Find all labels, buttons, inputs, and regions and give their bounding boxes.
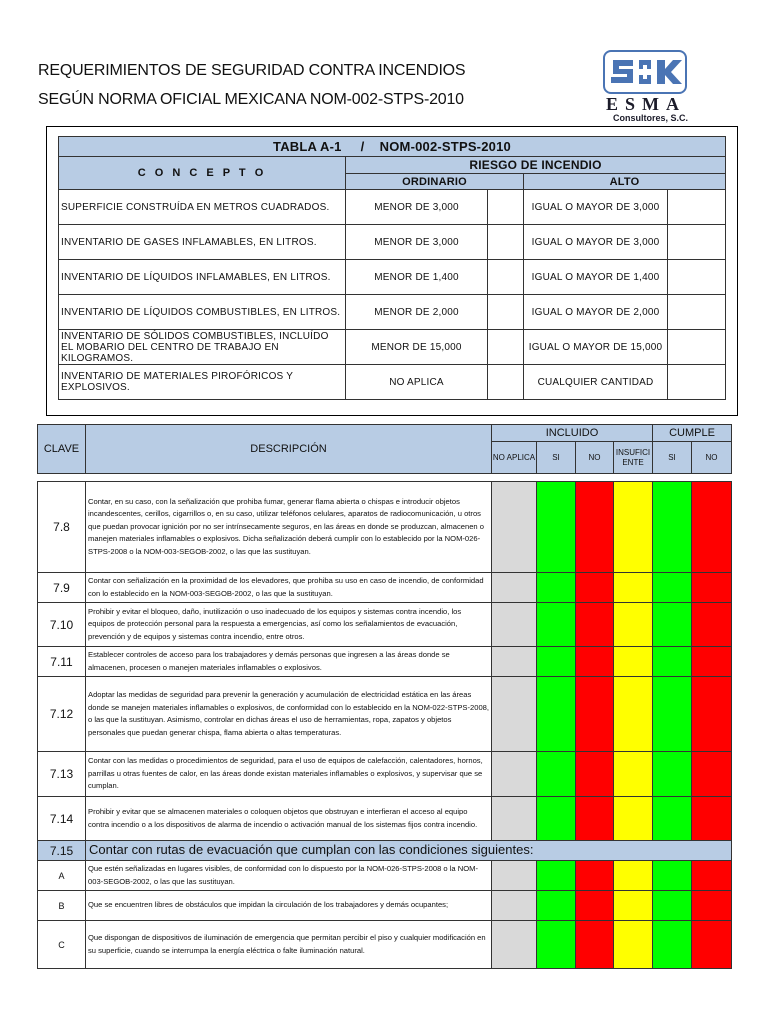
tabla-a1 <box>58 136 726 400</box>
no-header: NO <box>576 442 614 474</box>
cumple-si-cell[interactable] <box>653 482 692 573</box>
alto-check-cell[interactable] <box>668 330 726 365</box>
clave-cell: 7.14 <box>38 797 86 841</box>
incluido-si-cell[interactable] <box>537 677 576 752</box>
concepto-cell: INVENTARIO DE GASES INFLAMABLES, EN LITROS. <box>59 225 346 260</box>
descripcion-cell: Prohibir y evitar que se almacenen materiales o coloquen objetos que obstruyan e interfieran el acceso al equipo contra incendio o a los dispositivos de alarma de incendio o activación manual de los sistemas fijos contra incendio. <box>86 797 492 841</box>
no-aplica-cell[interactable] <box>492 603 537 647</box>
descripcion-cell: Que estén señalizadas en lugares visibles, de conformidad con lo dispuesto por la NOM-026-STPS-2008 o la NOM-003-SEGOB-2002, o las que las sustituyan. <box>86 861 492 891</box>
incluido-si-cell[interactable] <box>537 861 576 891</box>
cumple-si-cell[interactable] <box>653 573 692 603</box>
clave-header: CLAVE <box>38 425 86 474</box>
insuficiente-cell[interactable] <box>614 861 653 891</box>
cumple-no-cell[interactable] <box>692 603 732 647</box>
si-header: SI <box>537 442 576 474</box>
clave-cell: 7.9 <box>38 573 86 603</box>
incluido-header: INCLUIDO <box>492 425 653 442</box>
riesgo-header: RIESGO DE INCENDIO <box>346 157 726 174</box>
ordinario-check-cell[interactable] <box>488 260 524 295</box>
clave-cell: 7.10 <box>38 603 86 647</box>
cumple-header: CUMPLE <box>653 425 732 442</box>
clave-cell: C <box>38 921 86 969</box>
alto-cell: IGUAL O MAYOR DE 3,000 <box>524 190 668 225</box>
clave-cell: 7.11 <box>38 647 86 677</box>
alto-header: ALTO <box>524 174 726 190</box>
insuficiente-cell[interactable] <box>614 891 653 921</box>
cumple-si-cell[interactable] <box>653 797 692 841</box>
no-aplica-cell[interactable] <box>492 921 537 969</box>
clave-cell: 7.8 <box>38 482 86 573</box>
table-row <box>38 647 732 677</box>
descripcion-cell: Establecer controles de acceso para los trabajadores y demás personas que ingresen a las áreas donde se almacenen, procesen o manejen materiales inflamables o explosivos. <box>86 647 492 677</box>
ordinario-check-cell[interactable] <box>488 295 524 330</box>
cumple-no-cell[interactable] <box>692 482 732 573</box>
descripcion-cell: Adoptar las medidas de seguridad para prevenir la generación y acumulación de electricidad estática en las áreas donde se manejen materiales inflamables o explosivos, de conformidad con lo establecido en la NOM-022-STPS-2008, o las que la sustituyan. Asimismo, controlar en dichas áreas el uso de herramientas, ropa, zapatos y objetos personales que puedan generar chispa, flama abierta o altas temperaturas. <box>86 677 492 752</box>
no-aplica-cell[interactable] <box>492 891 537 921</box>
cumple-no-cell[interactable] <box>692 647 732 677</box>
insuficiente-cell[interactable] <box>614 677 653 752</box>
cumple-si-header: SI <box>653 442 692 474</box>
incluido-no-cell[interactable] <box>576 921 614 969</box>
cumple-no-cell[interactable] <box>692 891 732 921</box>
cumple-si-cell[interactable] <box>653 861 692 891</box>
cumple-no-cell[interactable] <box>692 861 732 891</box>
concepto-cell: INVENTARIO DE LÍQUIDOS INFLAMABLES, EN LITROS. <box>59 260 346 295</box>
alto-cell: IGUAL O MAYOR DE 2,000 <box>524 295 668 330</box>
ordinario-cell: NO APLICA <box>346 365 488 400</box>
table-row <box>38 752 732 797</box>
alto-cell: IGUAL O MAYOR DE 3,000 <box>524 225 668 260</box>
spacer-row <box>38 474 732 482</box>
incluido-si-cell[interactable] <box>537 921 576 969</box>
incluido-no-cell[interactable] <box>576 482 614 573</box>
no-aplica-cell[interactable] <box>492 482 537 573</box>
insuficiente-cell[interactable] <box>614 921 653 969</box>
no-aplica-header: NO APLICA <box>492 442 537 474</box>
cumple-si-cell[interactable] <box>653 752 692 797</box>
ordinario-cell: MENOR DE 3,000 <box>346 190 488 225</box>
cumple-no-cell[interactable] <box>692 677 732 752</box>
table-row <box>38 482 732 573</box>
incluido-si-cell[interactable] <box>537 797 576 841</box>
descripcion-cell: Contar, en su caso, con la señalización que prohiba fumar, generar flama abierta o chispas e introducir objetos incandescentes, cerillos, cigarrillos o, en su caso, utilizar teléfonos celulares, aparatos de radiocomunicación, u otros que puedan provocar ignición por no ser intrínsecamente seguros, en las áreas en donde se produzcan, almacenen o manejen materiales inflamables o explosivos. Dicha señalización deberá cumplir con lo establecido por la NOM-026-STPS-2008 o la NOM-003-SEGOB-2002, o las que las sustituyan. <box>86 482 492 573</box>
descripcion-cell: Que se encuentren libres de obstáculos que impidan la circulación de los trabajadores y demás ocupantes; <box>86 891 492 921</box>
table-row <box>38 797 732 841</box>
cumple-no-cell[interactable] <box>692 752 732 797</box>
incluido-si-cell[interactable] <box>537 647 576 677</box>
insuficiente-cell[interactable] <box>614 752 653 797</box>
descripcion-cell: Que dispongan de dispositivos de iluminación de emergencia que permitan percibir el piso y cualquier modificación en su superficie, cuando se interrumpa la energía eléctrica o falte iluminación natural. <box>86 921 492 969</box>
incluido-no-cell[interactable] <box>576 797 614 841</box>
section-title-cell: Contar con rutas de evacuación que cumplan con las condiciones siguientes: <box>86 841 732 861</box>
incluido-si-cell[interactable] <box>537 891 576 921</box>
concepto-cell: INVENTARIO DE LÍQUIDOS COMBUSTIBLES, EN LITROS. <box>59 295 346 330</box>
incluido-no-cell[interactable] <box>576 752 614 797</box>
alto-cell: CUALQUIER CANTIDAD <box>524 365 668 400</box>
cumple-si-cell[interactable] <box>653 921 692 969</box>
table-row <box>38 861 732 891</box>
alto-cell: IGUAL O MAYOR DE 15,000 <box>524 330 668 365</box>
clave-cell: 7.12 <box>38 677 86 752</box>
no-aplica-cell[interactable] <box>492 861 537 891</box>
ordinario-cell: MENOR DE 15,000 <box>346 330 488 365</box>
insuficiente-cell[interactable] <box>614 482 653 573</box>
incluido-si-cell[interactable] <box>537 603 576 647</box>
page-title-line-2: SEGÚN NORMA OFICIAL MEXICANA NOM-002-STPS-2010 <box>38 91 464 108</box>
cumple-no-cell[interactable] <box>692 921 732 969</box>
section-row <box>38 841 732 861</box>
section-clave-cell: 7.15 <box>38 841 86 861</box>
cumple-si-cell[interactable] <box>653 647 692 677</box>
ordinario-check-cell[interactable] <box>488 365 524 400</box>
alto-check-cell[interactable] <box>668 260 726 295</box>
page-title-line-1: REQUERIMIENTOS DE SEGURIDAD CONTRA INCENDIOS <box>38 62 466 79</box>
incluido-no-cell[interactable] <box>576 603 614 647</box>
cumple-no-cell[interactable] <box>692 573 732 603</box>
logo-subtitle: Consultores, S.C. <box>613 113 689 123</box>
concepto-cell: SUPERFICIE CONSTRUÍDA EN METROS CUADRADOS. <box>59 190 346 225</box>
cumple-si-cell[interactable] <box>653 891 692 921</box>
esma-logo <box>603 50 703 122</box>
incluido-si-cell[interactable] <box>537 482 576 573</box>
descripcion-header: DESCRIPCIÓN <box>86 425 492 474</box>
table-row <box>38 921 732 969</box>
ordinario-check-cell[interactable] <box>488 225 524 260</box>
tabla-a1-title: TABLA A-1 / NOM-002-STPS-2010 <box>59 137 726 157</box>
incluido-si-cell[interactable] <box>537 752 576 797</box>
incluido-no-cell[interactable] <box>576 647 614 677</box>
alto-check-cell[interactable] <box>668 225 726 260</box>
incluido-no-cell[interactable] <box>576 861 614 891</box>
insuficiente-cell[interactable] <box>614 797 653 841</box>
alto-cell: IGUAL O MAYOR DE 1,400 <box>524 260 668 295</box>
table-row <box>38 573 732 603</box>
ordinario-check-cell[interactable] <box>488 190 524 225</box>
esma-logo-mark-icon <box>603 50 687 94</box>
incluido-si-cell[interactable] <box>537 573 576 603</box>
insuficiente-header: INSUFICI ENTE <box>614 442 653 474</box>
clave-cell: 7.13 <box>38 752 86 797</box>
clave-cell: B <box>38 891 86 921</box>
ordinario-cell: MENOR DE 3,000 <box>346 225 488 260</box>
no-aplica-cell[interactable] <box>492 677 537 752</box>
insuficiente-cell[interactable] <box>614 603 653 647</box>
no-aplica-cell[interactable] <box>492 573 537 603</box>
checklist-table <box>37 424 732 969</box>
insuficiente-cell[interactable] <box>614 573 653 603</box>
insuficiente-cell[interactable] <box>614 647 653 677</box>
concepto-header: C O N C E P T O <box>59 157 346 190</box>
no-aplica-cell[interactable] <box>492 797 537 841</box>
alto-check-cell[interactable] <box>668 365 726 400</box>
descripcion-cell: Contar con señalización en la proximidad de los elevadores, que prohiba su uso en caso de incendio, de conformidad con lo establecido en la NOM-003-SEGOB-2002, o las que la sustituyan. <box>86 573 492 603</box>
ordinario-cell: MENOR DE 1,400 <box>346 260 488 295</box>
ordinario-check-cell[interactable] <box>488 330 524 365</box>
ordinario-cell: MENOR DE 2,000 <box>346 295 488 330</box>
cumple-si-cell[interactable] <box>653 677 692 752</box>
no-aplica-cell[interactable] <box>492 752 537 797</box>
logo-wordmark: ESMA <box>606 94 687 114</box>
alto-check-cell[interactable] <box>668 190 726 225</box>
concepto-cell: INVENTARIO DE SÓLIDOS COMBUSTIBLES, INCLUÍDO EL MOBARIO DEL CENTRO DE TRABAJO EN KILOGRAMOS. <box>59 330 346 365</box>
descripcion-cell: Contar con las medidas o procedimientos de seguridad, para el uso de equipos de calefacción, calentadores, hornos, parrillas u otras fuentes de calor, en las áreas donde existan materiales inflamables o explosivos, y supervisar que se cumplan. <box>86 752 492 797</box>
table-row <box>38 891 732 921</box>
table-row <box>38 603 732 647</box>
incluido-no-cell[interactable] <box>576 573 614 603</box>
alto-check-cell[interactable] <box>668 295 726 330</box>
cumple-no-cell[interactable] <box>692 797 732 841</box>
table-row <box>38 677 732 752</box>
concepto-cell: INVENTARIO DE MATERIALES PIROFÓRICOS Y EXPLOSIVOS. <box>59 365 346 400</box>
cumple-si-cell[interactable] <box>653 603 692 647</box>
ordinario-header: ORDINARIO <box>346 174 524 190</box>
cumple-no-header: NO <box>692 442 732 474</box>
incluido-no-cell[interactable] <box>576 891 614 921</box>
clave-cell: A <box>38 861 86 891</box>
incluido-no-cell[interactable] <box>576 677 614 752</box>
no-aplica-cell[interactable] <box>492 647 537 677</box>
descripcion-cell: Prohibir y evitar el bloqueo, daño, inutilización o uso inadecuado de los equipos y sistemas contra incendio, los equipos de protección personal para la respuesta a emergencias, así como los señalamientos de evacuación, prevención y de equipos y sistemas contra incendio, entre otros. <box>86 603 492 647</box>
